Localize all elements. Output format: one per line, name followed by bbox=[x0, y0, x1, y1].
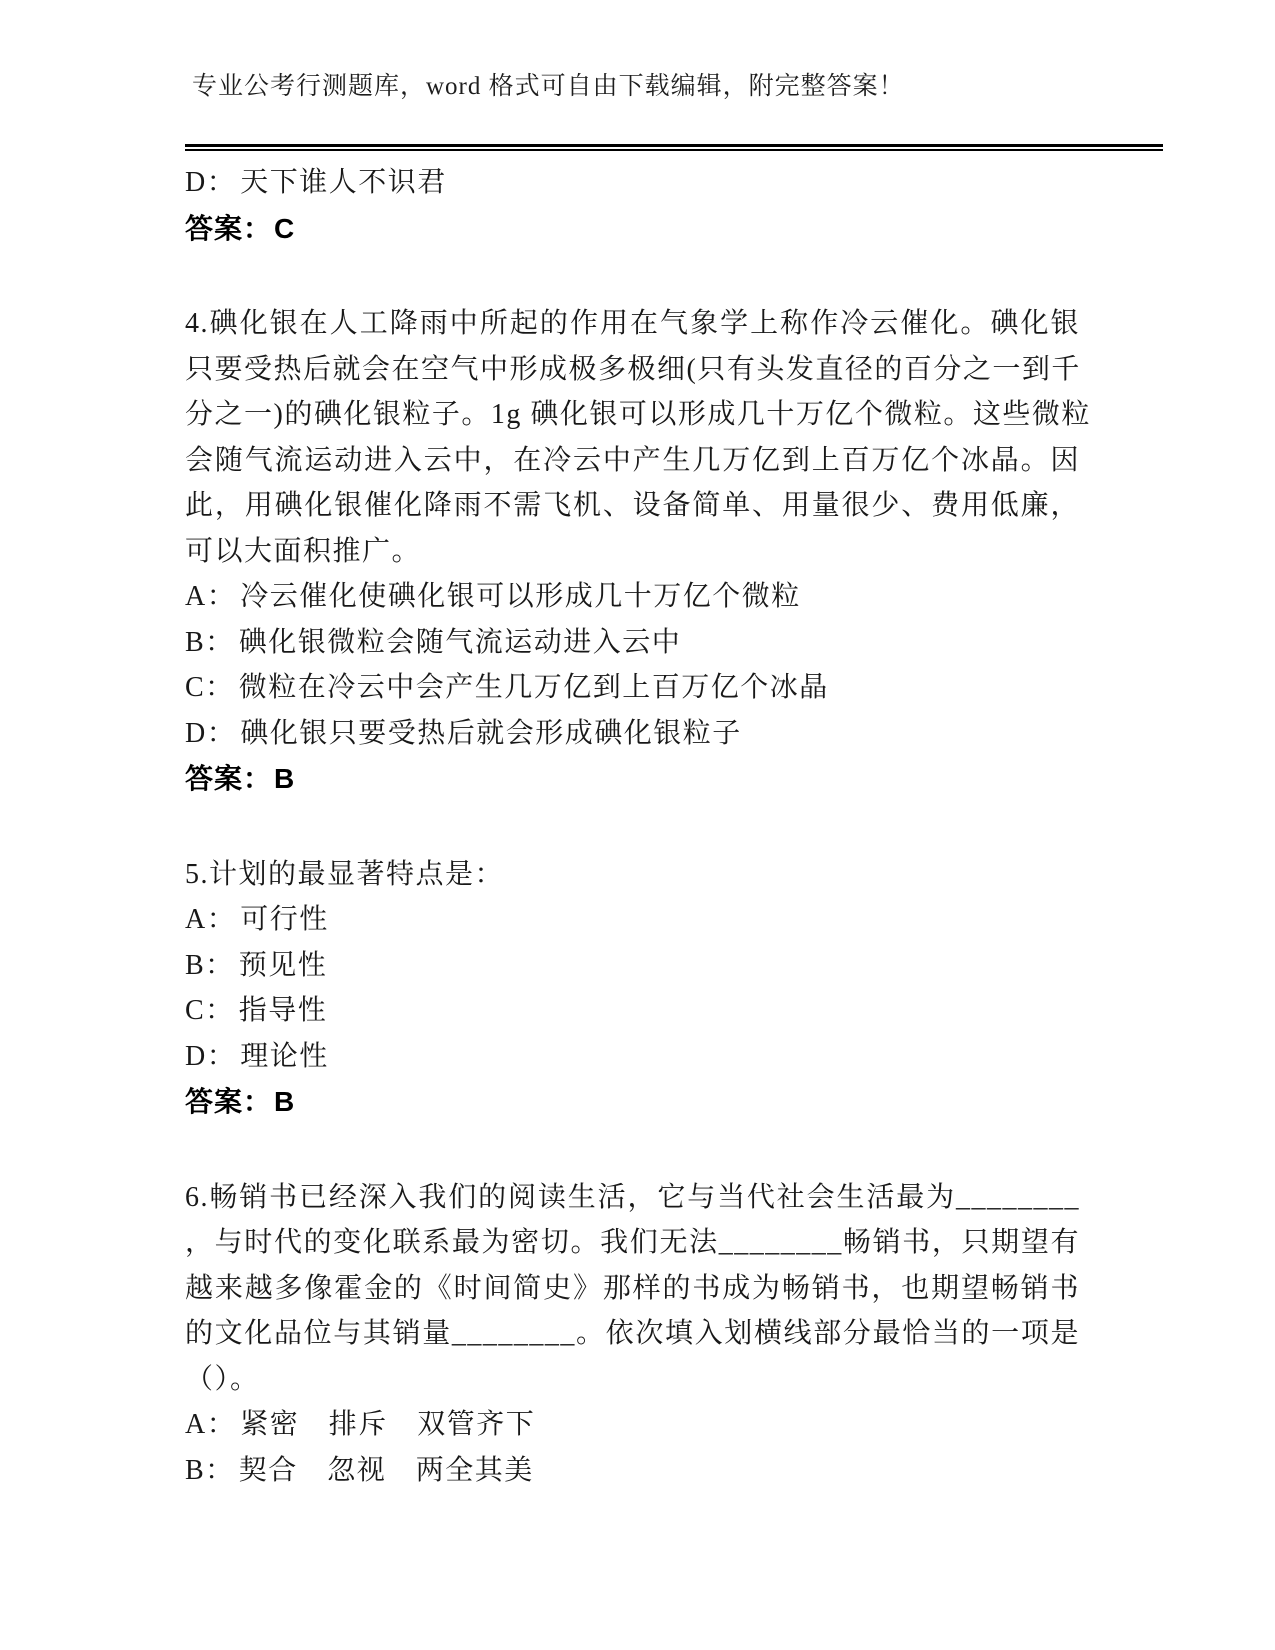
option-label: D： bbox=[185, 167, 237, 198]
option-label: D： bbox=[185, 1040, 237, 1072]
option-label: B： bbox=[185, 949, 235, 981]
question-stem-line: 只要受热后就会在空气中形成极多极细(只有头发直径的百分之一到千 bbox=[185, 353, 1081, 385]
header-disclaimer: 专业公考行测题库，word 格式可自由下载编辑，附完整答案！ bbox=[192, 73, 905, 100]
header-divider-rule bbox=[185, 144, 1163, 151]
option-line-c bbox=[185, 988, 1080, 1034]
option-line-d bbox=[185, 1034, 1080, 1080]
option-label: D： bbox=[185, 717, 237, 749]
option-line-a bbox=[185, 574, 1080, 620]
answer-label: 答案： bbox=[185, 1086, 273, 1117]
option-label: A： bbox=[185, 1409, 237, 1440]
option-label: B： bbox=[185, 626, 235, 658]
option-line-a bbox=[185, 1402, 1080, 1448]
answer-line bbox=[185, 1079, 1080, 1125]
answer-value: C bbox=[274, 212, 296, 244]
option-text: 微粒在冷云中会产生几万亿到上百万亿个冰晶 bbox=[238, 672, 829, 703]
answer-value: B bbox=[274, 763, 296, 794]
question-3-tail-block bbox=[185, 160, 1080, 251]
question-stem-line: 会随气流运动进入云中，在冷云中产生几万亿到上百万亿个冰晶。因 bbox=[185, 444, 1080, 476]
option-label: B： bbox=[185, 1454, 235, 1486]
option-text: 冷云催化使碘化银可以形成几十万亿个微粒 bbox=[240, 581, 801, 612]
option-text: 碘化银只要受热后就会形成碘化银粒子 bbox=[240, 717, 742, 749]
option-label: C： bbox=[185, 672, 235, 703]
question-stem-line: 可以大面积推广。 bbox=[185, 535, 422, 567]
question-6-block bbox=[185, 1175, 1080, 1494]
answer-value: B bbox=[274, 1086, 296, 1117]
option-line-b bbox=[185, 620, 1080, 666]
answer-label: 答案： bbox=[185, 212, 273, 244]
question-5-block bbox=[185, 852, 1080, 1125]
question-4-block bbox=[185, 301, 1091, 802]
option-line-b bbox=[185, 1448, 1080, 1494]
question-stem-line: 6.畅销书已经深入我们的阅读生活，它与当代社会生活最为________ bbox=[185, 1181, 1080, 1213]
question-stem-line: 的文化品位与其销量________。依次填入划横线部分最恰当的一项是 bbox=[185, 1318, 1080, 1349]
option-text: 紧密 排斥 双管齐下 bbox=[240, 1409, 536, 1440]
question-stem-line: ，与时代的变化联系最为密切。我们无法________畅销书，只期望有 bbox=[185, 1227, 1080, 1258]
question-stem-line: 5.计划的最显著特点是： bbox=[185, 858, 505, 890]
option-line-c bbox=[185, 665, 1080, 711]
question-stem-line: （）。 bbox=[185, 1363, 260, 1395]
option-text: 天下谁人不识君 bbox=[240, 167, 447, 198]
option-line-a bbox=[185, 897, 1080, 943]
document-content bbox=[185, 160, 1091, 1493]
question-stem-line: 4.碘化银在人工降雨中所起的作用在气象学上称作冷云催化。碘化银 bbox=[185, 308, 1080, 339]
option-label: A： bbox=[185, 581, 237, 612]
option-line-d bbox=[185, 711, 1080, 757]
answer-label: 答案： bbox=[185, 763, 273, 794]
question-stem-line: 此，用碘化银催化降雨不需飞机、设备简单、用量很少、费用低廉， bbox=[185, 490, 1080, 521]
option-label: A： bbox=[185, 904, 237, 935]
option-text: 可行性 bbox=[240, 904, 329, 935]
option-text: 指导性 bbox=[238, 995, 328, 1026]
question-stem-line: 越来越多像霍金的《时间简史》那样的书成为畅销书，也期望畅销书 bbox=[185, 1272, 1080, 1304]
option-line-b bbox=[185, 943, 1080, 989]
option-line-d bbox=[185, 160, 1080, 206]
option-text: 碘化银微粒会随气流运动进入云中 bbox=[238, 626, 682, 658]
answer-line bbox=[185, 756, 1080, 802]
option-label: C： bbox=[185, 995, 235, 1026]
answer-line bbox=[185, 206, 1080, 252]
option-text: 预见性 bbox=[238, 949, 328, 981]
option-text: 理论性 bbox=[240, 1040, 329, 1072]
question-stem-line: 分之一)的碘化银粒子。1g 碘化银可以形成几十万亿个微粒。这些微粒 bbox=[185, 399, 1091, 430]
option-text: 契合 忽视 两全其美 bbox=[238, 1454, 534, 1486]
